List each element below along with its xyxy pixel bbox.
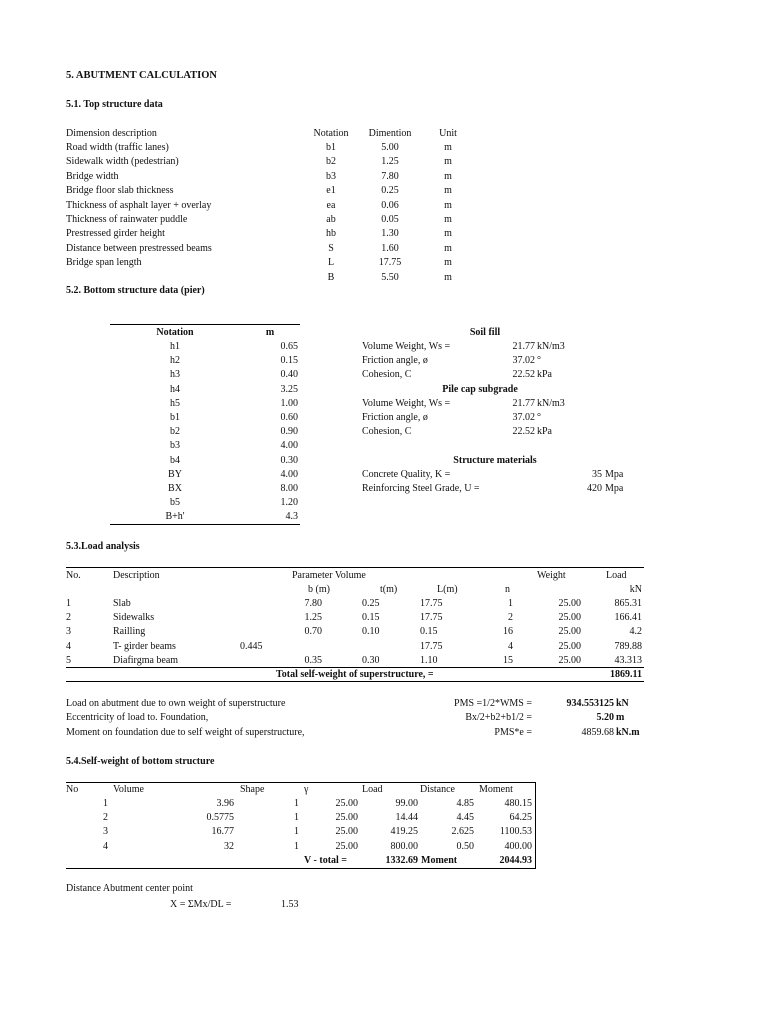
soil_fill-unit: ° <box>537 355 541 367</box>
header-shape: Shape <box>240 784 265 795</box>
bottom-row-volume: 32 <box>224 840 234 852</box>
soil_fill-label: Volume Weight, Ws = <box>362 341 451 352</box>
notation-table-top-rule <box>110 324 300 325</box>
bottom-row-volume: 16.77 <box>211 826 234 838</box>
material-unit: Mpa <box>605 483 624 495</box>
unit-value: m <box>444 242 452 254</box>
notation-value: b3 <box>326 170 336 182</box>
notation-value: hb <box>326 228 336 240</box>
notation-symbol: h2 <box>170 355 180 367</box>
load-table-total-rule <box>66 667 644 668</box>
note-value: 5.20 <box>596 712 614 724</box>
total-self-weight-value: 1869.11 <box>610 669 642 680</box>
dimension-value: 1.25 <box>381 156 399 168</box>
notation-m-value: 0.90 <box>280 426 298 438</box>
note-formula: Bx/2+b2+b1/2 = <box>465 712 532 724</box>
header-gamma: γ <box>304 784 309 795</box>
load-row-l: 17.75 <box>420 598 443 609</box>
notation-m-value: 0.65 <box>280 341 298 352</box>
bottom-row-gamma: 25.00 <box>335 826 358 838</box>
dimension-value: 1.30 <box>381 228 399 240</box>
load-row-weight: 25.00 <box>558 640 581 652</box>
unit-value: m <box>444 271 452 283</box>
bottom-row-moment: 400.00 <box>504 840 532 852</box>
note-unit: kN <box>616 698 629 709</box>
notation-symbol: b4 <box>170 454 180 466</box>
load-row-description: Slab <box>113 598 131 609</box>
pile_cap-unit: ° <box>537 412 541 424</box>
soil_fill-label: Cohesion, C <box>362 369 412 381</box>
header-notation-bottom: Notation <box>156 327 194 338</box>
pile_cap-unit: kN/m3 <box>537 398 565 409</box>
header-no-2: No <box>66 784 79 795</box>
unit-value: m <box>444 257 452 269</box>
x-formula: X = ΣMx/DL = <box>170 899 232 910</box>
notation-m-value: 3.25 <box>280 383 298 395</box>
unit-value: m <box>444 214 452 225</box>
notation-symbol: h3 <box>170 369 180 381</box>
notation-symbol: h1 <box>170 341 180 352</box>
dimension-description: Sidewalk width (pedestrian) <box>66 156 179 168</box>
total-self-weight-label: Total self-weight of superstructure, = <box>276 669 434 680</box>
load-row-t: 0.10 <box>362 626 380 638</box>
notation-value: B <box>327 271 335 283</box>
bottom-weight-table-right-rule <box>535 782 536 869</box>
load-row-description: T- girder beams <box>113 640 176 652</box>
pile_cap-label: Friction angle, ø <box>362 412 428 424</box>
bottom-row-shape: 1 <box>294 798 299 809</box>
load-row-t: 0.25 <box>362 598 380 609</box>
notation-m-value: 0.60 <box>280 412 298 423</box>
structure-materials-heading: Structure materials <box>453 455 537 466</box>
bottom-row-shape: 1 <box>294 840 299 852</box>
header-moment: Moment <box>479 784 513 795</box>
notation-m-value: 0.15 <box>280 355 298 367</box>
pile_cap-value: 37.02 <box>512 412 535 424</box>
dimension-value: 0.06 <box>381 199 399 211</box>
distance-heading: Distance Abutment center point <box>66 883 193 894</box>
header-m: m <box>265 327 275 338</box>
load-row-load: 4.2 <box>629 626 642 638</box>
section-5-4-heading: 5.4.Self-weight of bottom structure <box>66 756 215 767</box>
note-formula: PMS*e = <box>494 726 532 738</box>
soil_fill-unit: kPa <box>537 369 552 381</box>
material-label: Reinforcing Steel Grade, U = <box>362 483 480 495</box>
header-weight: Weight <box>537 570 566 581</box>
notation-symbol: b5 <box>170 497 180 509</box>
dimension-description: Bridge width <box>66 170 119 182</box>
notation-m-value: 1.20 <box>280 497 298 509</box>
load-row-weight: 25.00 <box>558 612 581 624</box>
load-row-weight: 25.00 <box>558 654 581 666</box>
header-parameter-volume: Parameter Volume <box>292 570 366 581</box>
document-title: 5. ABUTMENT CALCULATION <box>66 70 218 81</box>
soil_fill-value: 21.77 <box>512 341 535 352</box>
material-label: Concrete Quality, K = <box>362 469 451 480</box>
load-row-t: 0.30 <box>362 654 380 666</box>
soil_fill-value: 37.02 <box>512 355 535 367</box>
dimension-description: Distance between prestressed beams <box>66 242 212 254</box>
load-row-l: 0.15 <box>420 626 438 638</box>
note-value: 4859.68 <box>581 726 614 738</box>
bottom-row-moment: 480.15 <box>504 798 532 809</box>
notation-m-value: 4.00 <box>280 468 298 480</box>
header-n: n <box>505 584 510 595</box>
bottom-row-distance: 4.85 <box>456 798 474 809</box>
header-distance: Distance <box>420 784 455 795</box>
notation-value: S <box>328 242 334 254</box>
notation-m-value: 0.40 <box>280 369 298 381</box>
bottom-row-shape: 1 <box>294 826 299 838</box>
load-row-load: 43.313 <box>614 654 642 666</box>
note-text: Moment on foundation due to self weight of superstructure, <box>66 726 305 738</box>
bottom-row-load: 419.25 <box>390 826 418 838</box>
notation-m-value: 0.30 <box>280 454 298 466</box>
notation-symbol: h5 <box>170 397 180 409</box>
notation-symbol: B+h' <box>165 511 185 523</box>
unit-value: m <box>444 170 452 182</box>
load-row-l: 17.75 <box>420 640 443 652</box>
notation-value: ab <box>326 214 336 225</box>
unit-value: m <box>444 142 452 153</box>
moment-label: Moment <box>421 855 458 866</box>
bottom-row-no: 2 <box>103 812 108 824</box>
dimension-value: 7.80 <box>381 170 399 182</box>
note-formula: PMS =1/2*WMS = <box>454 698 532 709</box>
load-row-n: 15 <box>503 654 513 666</box>
section-5-2-heading: 5.2. Bottom structure data (pier) <box>66 285 205 296</box>
bottom-row-load: 800.00 <box>390 840 418 852</box>
notation-value: ea <box>326 199 336 211</box>
load-row-description: Diafirgma beam <box>113 654 179 666</box>
dimension-value: 5.50 <box>381 271 399 283</box>
bottom-row-gamma: 25.00 <box>335 812 358 824</box>
load-row-b: 7.80 <box>304 598 322 609</box>
notation-symbol: h4 <box>170 383 180 395</box>
header-b: b (m) <box>308 584 330 595</box>
soil_fill-unit: kN/m3 <box>537 341 565 352</box>
soil_fill-label: Friction angle, ø <box>362 355 428 367</box>
dimension-description: Road width (traffic lanes) <box>66 142 169 153</box>
load-row-n: 2 <box>508 612 513 624</box>
pile_cap-unit: kPa <box>537 426 552 438</box>
v-total-label: V - total = <box>304 855 348 866</box>
notation-symbol: b1 <box>170 412 180 423</box>
material-unit: Mpa <box>605 469 624 480</box>
load-row-load: 865.31 <box>614 598 642 609</box>
notation-symbol: BY <box>168 468 182 480</box>
pile_cap-value: 22.52 <box>512 426 535 438</box>
note-unit: kN.m <box>616 726 640 738</box>
notation-value: b2 <box>326 156 336 168</box>
notation-value: L <box>327 257 335 269</box>
note-text: Eccentricity of load to. Foundation, <box>66 712 209 724</box>
header-no: No. <box>66 570 81 581</box>
load-row-n: 16 <box>503 626 513 638</box>
notation-value: b1 <box>326 142 336 153</box>
load-row-load: 789.88 <box>614 640 642 652</box>
notation-symbol: b2 <box>170 426 180 438</box>
dimension-value: 5.00 <box>381 142 399 153</box>
unit-value: m <box>444 199 452 211</box>
load-row-b: 0.70 <box>304 626 322 638</box>
soil_fill-value: 22.52 <box>512 369 535 381</box>
bottom-row-volume: 3.96 <box>216 798 234 809</box>
load-row-no: 5 <box>66 654 71 666</box>
notation-table-bottom-rule <box>110 524 300 525</box>
load-row-n: 4 <box>508 640 513 652</box>
header-load: Load <box>606 570 627 581</box>
bottom-row-distance: 4.45 <box>456 812 474 824</box>
pile_cap-value: 21.77 <box>512 398 535 409</box>
header-load-2: Load <box>362 784 383 795</box>
bottom-row-gamma: 25.00 <box>335 798 358 809</box>
notation-symbol: b3 <box>170 440 180 452</box>
load-row-l: 17.75 <box>420 612 443 624</box>
pile_cap-label: Volume Weight, Ws = <box>362 398 451 409</box>
bottom-row-no: 3 <box>103 826 108 838</box>
bottom-row-shape: 1 <box>294 812 299 824</box>
bottom-row-no: 1 <box>103 798 108 809</box>
header-description: Description <box>113 570 160 581</box>
bottom-row-distance: 0.50 <box>456 840 474 852</box>
x-value: 1.53 <box>281 899 299 910</box>
unit-value: m <box>444 185 452 197</box>
load-row-n: 1 <box>508 598 513 609</box>
load-table-top-rule <box>66 567 644 568</box>
dimension-description: Bridge span length <box>66 257 142 269</box>
total-moment-value: 2044.93 <box>499 855 532 866</box>
note-text: Load on abutment due to own weight of superstructure <box>66 698 286 709</box>
notation-m-value: 1.00 <box>280 397 298 409</box>
material-value: 420 <box>587 483 602 495</box>
header-dimention: Dimention <box>368 128 412 139</box>
dimension-value: 0.25 <box>381 185 399 197</box>
notation-value: e1 <box>326 185 336 197</box>
load-row-weight: 25.00 <box>558 598 581 609</box>
pile-cap-heading: Pile cap subgrade <box>442 384 518 395</box>
unit-value: m <box>444 228 452 240</box>
notation-symbol: BX <box>168 483 182 494</box>
bottom-row-load: 14.44 <box>395 812 418 824</box>
header-kn: kN <box>629 584 642 595</box>
dimension-description: Prestressed girder height <box>66 228 165 240</box>
soil-fill-heading: Soil fill <box>469 327 501 338</box>
header-dimension-description: Dimension description <box>66 128 157 139</box>
bottom-row-distance: 2.625 <box>451 826 474 838</box>
dimension-description: Thickness of asphalt layer + overlay <box>66 199 212 211</box>
dimension-description: Bridge floor slab thickness <box>66 185 174 197</box>
bottom-weight-table-top-rule <box>66 782 536 783</box>
bottom-row-moment: 64.25 <box>509 812 532 824</box>
material-value: 35 <box>592 469 602 480</box>
header-volume: Volume <box>113 784 144 795</box>
load-row-no: 1 <box>66 598 71 609</box>
notation-m-value: 4.00 <box>280 440 298 452</box>
notation-m-value: 4.3 <box>285 511 298 523</box>
dimension-value: 0.05 <box>381 214 399 225</box>
notation-m-value: 8.00 <box>280 483 298 494</box>
header-t: t(m) <box>380 584 398 595</box>
dimension-value: 1.60 <box>381 242 399 254</box>
load-row-no: 4 <box>66 640 71 652</box>
load-row-b: 0.35 <box>304 654 322 666</box>
load-table-bottom-rule <box>66 681 644 682</box>
v-total-value: 1332.69 <box>385 855 418 866</box>
section-5-1-heading: 5.1. Top structure data <box>66 99 163 110</box>
unit-value: m <box>444 156 452 168</box>
load-row-extra: 0.445 <box>240 640 263 652</box>
bottom-row-moment: 1100.53 <box>499 826 532 838</box>
bottom-row-no: 4 <box>103 840 108 852</box>
load-row-t: 0.15 <box>362 612 380 624</box>
bottom-weight-table-bottom-rule <box>66 868 536 869</box>
note-value: 934.553125 <box>566 698 614 709</box>
load-row-weight: 25.00 <box>558 626 581 638</box>
load-row-description: Railling <box>113 626 146 638</box>
load-row-load: 166.41 <box>614 612 642 624</box>
note-unit: m <box>616 712 625 724</box>
bottom-row-volume: 0.5775 <box>206 812 234 824</box>
load-row-no: 2 <box>66 612 71 624</box>
pile_cap-label: Cohesion, C <box>362 426 412 438</box>
bottom-row-load: 99.00 <box>395 798 418 809</box>
header-notation: Notation <box>313 128 349 139</box>
dimension-value: 17.75 <box>378 257 402 269</box>
load-row-description: Sidewalks <box>113 612 155 624</box>
dimension-description: Thickness of rainwater puddle <box>66 214 188 225</box>
bottom-row-gamma: 25.00 <box>335 840 358 852</box>
load-row-b: 1.25 <box>304 612 322 624</box>
load-row-no: 3 <box>66 626 71 638</box>
header-l: L(m) <box>437 584 458 595</box>
header-unit: Unit <box>439 128 457 139</box>
section-5-3-heading: 5.3.Load analysis <box>66 541 140 552</box>
load-row-l: 1.10 <box>420 654 438 666</box>
